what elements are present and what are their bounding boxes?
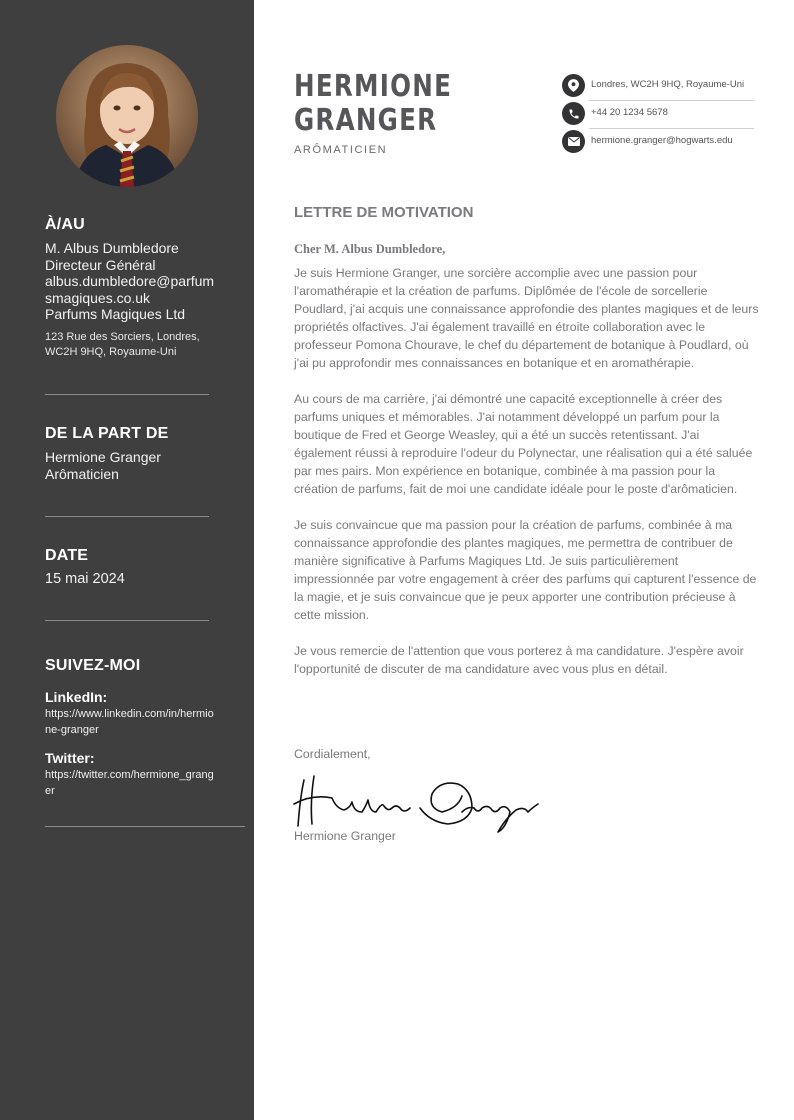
portrait-photo — [56, 45, 198, 187]
signed-name: Hermione Granger — [294, 829, 396, 843]
recipient-heading: À/AU — [45, 216, 85, 233]
recipient-company: Parfums Magiques Ltd — [45, 306, 186, 322]
contact-email — [562, 128, 754, 156]
letter-title: LETTRE DE MOTIVATION — [294, 204, 474, 221]
social-heading: SUIVEZ-MOI — [45, 657, 141, 674]
date-heading: DATE — [45, 547, 89, 564]
contact-address-text: Londres, WC2H 9HQ, Royaume-Uni — [591, 79, 745, 90]
paragraph: Au cours de ma carrière, j'ai démontré une capacité exceptionnelle à créer des parfums uniques et mémorables. J'ai notamment développé un parfum pour la boutique de Fred et George Weasley, qui a été un succès retentissant. J'ai également réussi à reproduire l'odeur du Polynectar, une réalisation qui a été saluée par mes pairs. Mon expérience en botanique, combinée à ma passion pour la création de parfums, fait de moi une candidate idéale pour le poste d'arômaticien. — [294, 392, 753, 496]
twitter-label: Twitter: — [45, 750, 95, 766]
paragraph: Je vous remercie de l'attention que vous porterez à ma candidature. J'espère avoir l'opportunité de discuter de ma candidature avec vous plus en détail. — [294, 644, 744, 676]
paragraph: Je suis convaincue que ma passion pour la création de parfums, combinée à ma connaissance approfondie des plantes magiques, me permettra de contribuer de manière significative à Parfums Magiques Ltd. Je suis particulièrement impressionnée par votre engagement à créer des parfums qui capturent l'essence de la magie, et je suis convaincue que je peux apporter une contribution précieuse à cette mission. — [294, 518, 757, 622]
sender-fullname — [294, 70, 452, 138]
name-first: HERMIONE — [294, 69, 453, 104]
date-value: 15 mai 2024 — [45, 571, 125, 587]
sidebar-divider — [45, 826, 245, 827]
social-section — [45, 657, 215, 799]
phone-icon — [562, 102, 585, 125]
paragraph: Je suis Hermione Granger, une sorcière accomplie avec une passion pour l'aromathérapie et la création de parfums. Diplômée de l'école de sorcellerie Poudlard, j'ai acquis une connaissance approfondie des plantes magiques et de leurs propriétés olfactives. J'ai également travaillé en étroite collaboration avec le professeur Pomona Chourave, le chef du département de botanique à Poudlard, où j'ai pu approfondir mes connaissances en botanique et en aromathérapie. — [294, 266, 759, 370]
name-last: GRANGER — [294, 103, 438, 138]
sidebar-divider — [45, 394, 209, 395]
contact-phone-text[interactable]: +44 20 1234 5678 — [591, 107, 668, 118]
letter-body — [294, 264, 760, 696]
contact-phone — [562, 100, 754, 128]
twitter-link[interactable]: https://twitter.com/hermione_granger — [45, 769, 214, 797]
recipient-title: Directeur Général — [45, 256, 156, 273]
linkedin-link[interactable]: https://www.linkedin.com/in/hermione-granger — [45, 708, 214, 736]
sender-heading: DE LA PART DE — [45, 425, 169, 442]
sidebar-divider — [45, 516, 209, 517]
closing: Cordialement, — [294, 747, 371, 761]
linkedin-label: LinkedIn: — [45, 689, 108, 705]
contact-address — [562, 72, 754, 100]
salutation: Cher M. Albus Dumbledore, — [294, 242, 446, 256]
sender-role: Arômaticien — [45, 465, 119, 482]
contact-email-text[interactable]: hermione.granger@hogwarts.edu — [591, 135, 733, 146]
avatar — [56, 45, 198, 187]
sender-section — [45, 425, 215, 482]
recipient-email[interactable]: albus.dumbledore@parfumsmagiques.co.uk — [45, 273, 215, 306]
location-icon — [562, 74, 585, 97]
email-icon — [562, 130, 585, 153]
sender-role-title: ARÔMATICIEN — [294, 144, 388, 156]
sidebar — [0, 0, 254, 1120]
sidebar-divider — [45, 620, 209, 621]
handwritten-signature — [292, 768, 552, 834]
recipient-address: 123 Rue des Sorciers, Londres, WC2H 9HQ, Royaume-Uni — [45, 330, 200, 358]
sender-name: Hermione Granger — [45, 449, 161, 465]
recipient-name: M. Albus Dumbledore — [45, 240, 179, 256]
date-section — [45, 547, 215, 588]
recipient-section — [45, 216, 215, 360]
